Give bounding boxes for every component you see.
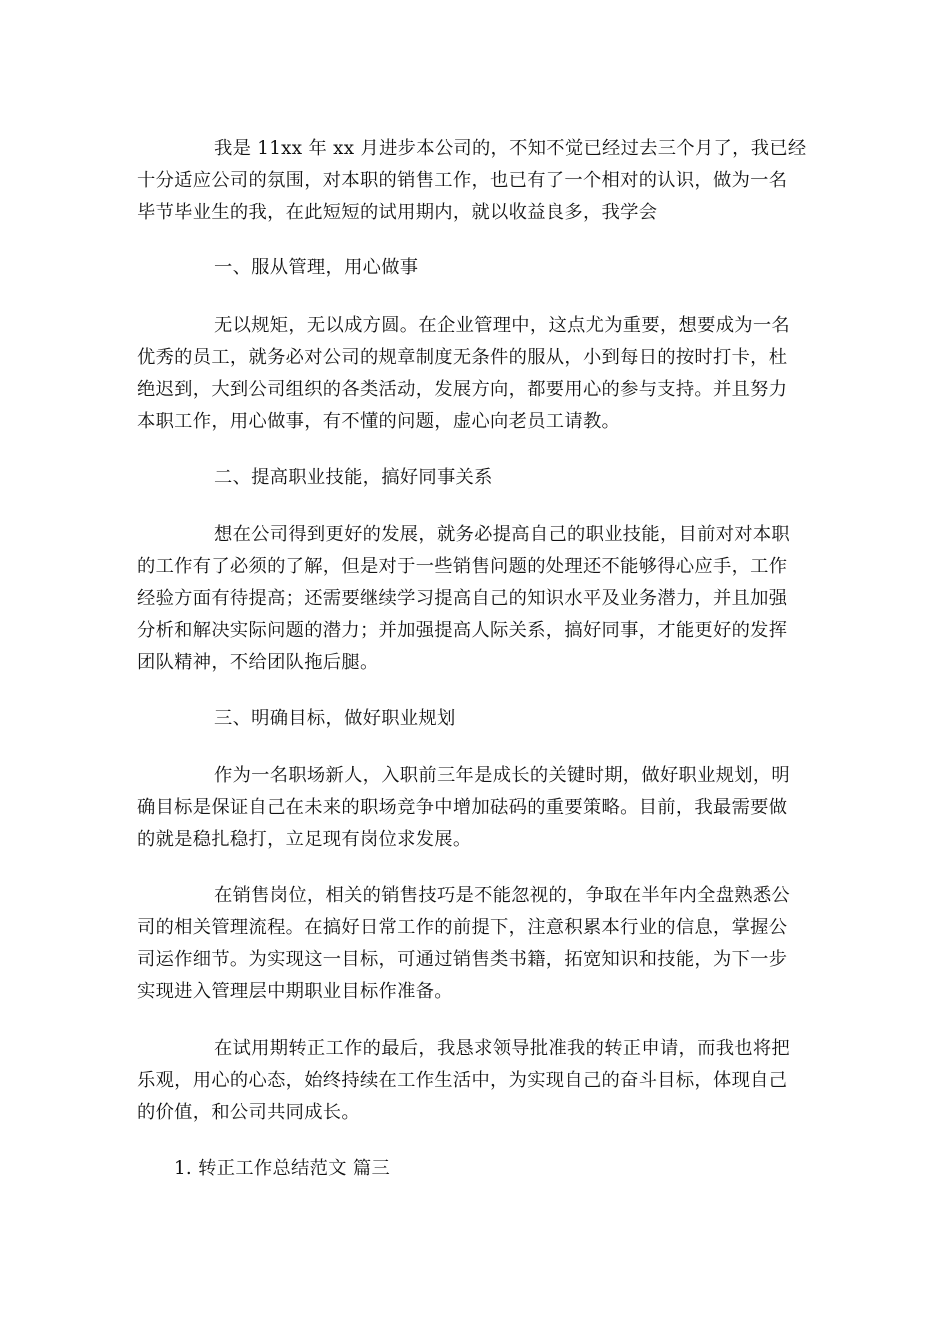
section-heading-2 <box>137 462 813 494</box>
section-heading-3 <box>137 703 813 735</box>
heading-text: 一、服从管理，用心做事 <box>214 257 419 278</box>
text-line: 十分适应公司的氛围，对本职的销售工作，也已有了一个相对的认识，做为一名 <box>137 170 788 191</box>
heading-text: 三、明确目标，做好职业规划 <box>214 708 456 729</box>
text-line: 确目标是保证自己在未来的职场竞争中增加砝码的重要策略。目前，我最需要做 <box>137 797 788 818</box>
text-line: 的价值，和公司共同成长。 <box>137 1102 360 1123</box>
text-line: 实现进入管理层中期职业目标作准备。 <box>137 981 453 1002</box>
text-line: 分析和解决实际问题的潜力；并加强提高人际关系，搞好同事，才能更好的发挥 <box>137 620 788 641</box>
section-4-paragraph <box>137 880 813 1008</box>
text-line: 的工作有了必须的了解，但是对于一些销售问题的处理还不能够得心应手，工作 <box>137 556 788 577</box>
text-line: 团队精神，不给团队拖后腿。 <box>137 652 379 673</box>
text-line: 想在公司得到更好的发展，就务必提高自己的职业技能，目前对对本职 <box>214 524 791 545</box>
section-2-paragraph <box>137 519 813 679</box>
text-line: 的就是稳扎稳打，立足现有岗位求发展。 <box>137 829 472 850</box>
heading-text: 1. 转正工作总结范文 篇三 <box>174 1158 391 1179</box>
section-heading-1 <box>137 252 813 284</box>
text-line: 司运作细节。为实现这一目标，可通过销售类书籍，拓宽知识和技能，为下一步 <box>137 949 788 970</box>
section-5-paragraph <box>137 1033 813 1129</box>
text-line: 毕节毕业生的我，在此短短的试用期内，就以收益良多，我学会 <box>137 202 658 223</box>
text-line: 在试用期转正工作的最后，我恳求领导批准我的转正申请，而我也将把 <box>214 1038 791 1059</box>
text-line: 作为一名职场新人，入职前三年是成长的关键时期，做好职业规划，明 <box>214 765 791 786</box>
text-line: 绝迟到，大到公司组织的各类活动，发展方向，都要用心的参与支持。并且努力 <box>137 379 788 400</box>
footer-heading <box>137 1153 813 1185</box>
text-line: 本职工作，用心做事，有不懂的问题，虚心向老员工请教。 <box>137 411 621 432</box>
intro-paragraph <box>137 133 813 229</box>
section-1-paragraph <box>137 310 813 438</box>
section-3-paragraph <box>137 760 813 856</box>
text-line: 司的相关管理流程。在搞好日常工作的前提下，注意积累本行业的信息，掌握公 <box>137 917 788 938</box>
text-line: 优秀的员工，就务必对公司的规章制度无条件的服从，小到每日的按时打卡，杜 <box>137 347 788 368</box>
text-line: 乐观，用心的心态，始终持续在工作生活中，为实现自己的奋斗目标，体现自己 <box>137 1070 788 1091</box>
text-line: 在销售岗位，相关的销售技巧是不能忽视的，争取在半年内全盘熟悉公 <box>214 885 791 906</box>
text-line: 经验方面有待提高；还需要继续学习提高自己的知识水平及业务潜力，并且加强 <box>137 588 788 609</box>
heading-text: 二、提高职业技能，搞好同事关系 <box>214 467 493 488</box>
text-line: 无以规矩，无以成方圆。在企业管理中，这点尤为重要，想要成为一名 <box>214 315 791 336</box>
text-line: 我是 11xx 年 xx 月进步本公司的，不知不觉已经过去三个月了，我已经 <box>214 138 807 159</box>
